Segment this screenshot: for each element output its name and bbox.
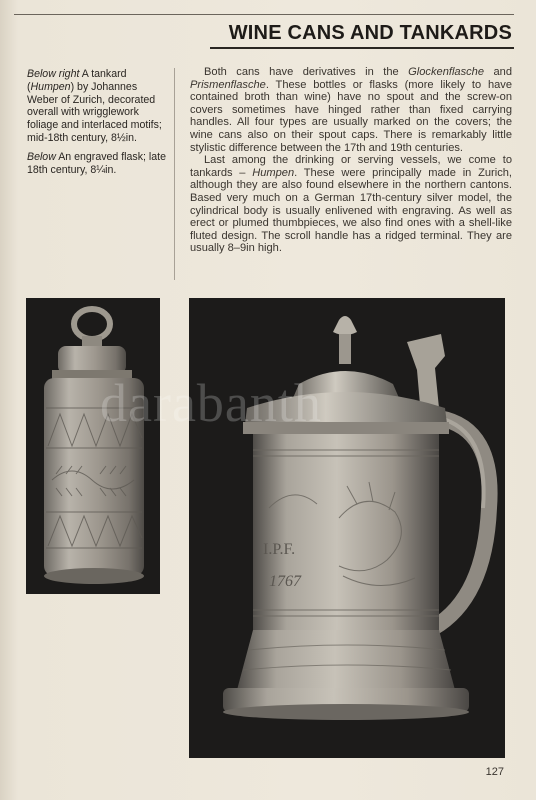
tankard-illustration (189, 298, 505, 758)
p1-text-b: and (484, 66, 513, 78)
caption-tankard-italic: Humpen (30, 80, 71, 93)
p2-text-b: . These were principally made in Zurich, although they are also found elsewhere in the northern cantons. Based very much on a German 17th-century silver model, the cylindrical body is usually enlivened with engraving. As well as erect or plumed thumbpieces, we also find ones with a shell-like fluted design. The scroll handle has a ridged terminal. They are usually 8–9in high. (190, 166, 512, 255)
caption-flask (27, 151, 167, 177)
caption-flask-lead: Below (27, 150, 56, 163)
tankard-initials: I.P.F. (263, 541, 296, 558)
caption-tankard-lead: Below right (27, 68, 80, 80)
p2-italic-1: Humpen (252, 166, 295, 179)
p1-italic-1: Glockenflasche (408, 66, 485, 78)
page-heading: WINE CANS AND TANKARDS (228, 22, 512, 44)
paragraph-2 (190, 154, 512, 255)
body-text (190, 66, 512, 255)
p2-text-a: Last among the drinking or serving vessels, we come to tankards – (190, 154, 512, 179)
paragraph-1 (190, 66, 512, 154)
caption-flask-text: An engraved flask; late 18th century, 8¼in. (27, 150, 166, 176)
column-divider (174, 68, 175, 280)
page-number: 127 (485, 766, 504, 778)
tankard-photo (189, 298, 505, 758)
flask-illustration (26, 298, 160, 594)
top-rule (14, 14, 514, 15)
heading-rule (210, 47, 514, 49)
p1-italic-2: Prismenflasche (190, 78, 266, 91)
caption-tankard-text-a: A tankard ( (27, 68, 127, 93)
flask-photo (26, 298, 160, 594)
caption-tankard (27, 68, 167, 145)
watermark-text: darabanth (100, 373, 322, 433)
photo-captions (27, 68, 167, 182)
tankard-year: 1767 (269, 573, 301, 590)
p1-text-a: Both cans have derivatives in the (204, 66, 409, 78)
caption-tankard-text-b: ) by Johannes Weber of Zurich, decorated overall with wrigglework foliage and interlaced motifs; mid-18th century, 8½in. (27, 80, 162, 144)
p1-text-c: . These bottles or flasks (more likely to have contained broth than wine) have no spout and the screw-on covers sometimes have hinged rather than fixed carrying handles. All four types are usually marked on the covers; the wine cans also on their spout caps. There is remarkably little stylistic difference between the 17th and 19th centuries. (190, 78, 512, 154)
